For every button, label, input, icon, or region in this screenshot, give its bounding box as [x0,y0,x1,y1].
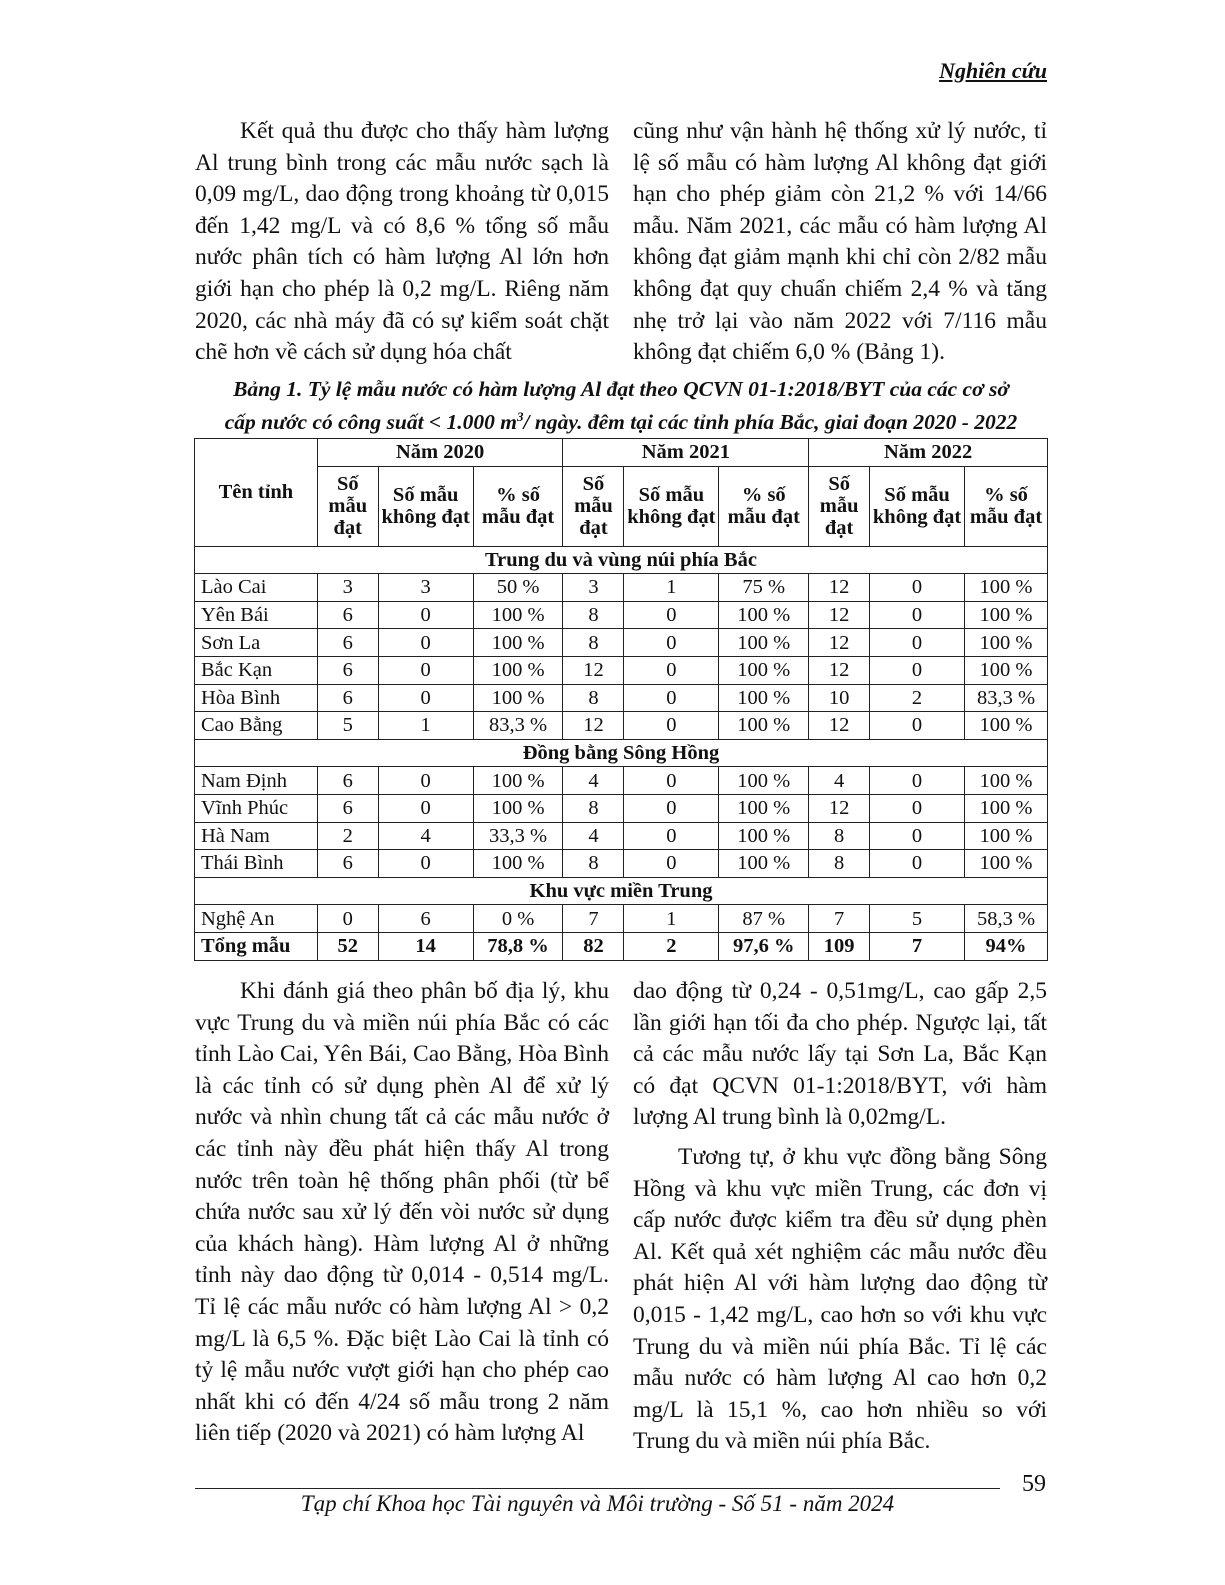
value-cell: 12 [809,601,870,629]
value-cell: 50 % [473,574,563,602]
value-cell: 100 % [473,656,563,684]
value-cell: 87 % [719,905,809,933]
header-pass: Số mẫu đạt [809,466,870,546]
table-row [195,767,1048,795]
value-cell: 0 % [473,905,563,933]
total-label: Tổng mẫu [195,932,318,960]
value-cell: 100 % [965,850,1048,878]
value-cell: 75 % [719,574,809,602]
province-cell: Yên Bái [195,601,318,629]
value-cell: 0 [378,684,473,712]
header-pct: % số mẫu đạt [473,466,563,546]
region-label: Khu vực miền Trung [195,877,1048,905]
section-header: Nghiên cứu [939,58,1047,83]
province-cell: Sơn La [195,629,318,657]
value-cell: 100 % [719,684,809,712]
value-cell: 100 % [719,629,809,657]
value-cell: 10 [809,684,870,712]
value-cell: 6 [317,656,378,684]
value-cell: 6 [378,905,473,933]
value-cell: 8 [563,684,624,712]
footer-divider [195,1488,1000,1489]
value-cell: 1 [624,905,719,933]
total-value: 2 [624,932,719,960]
header-pct: % số mẫu đạt [965,466,1048,546]
province-cell: Cao Bằng [195,712,318,740]
table-caption [195,376,1047,436]
total-value: 97,6 % [719,932,809,960]
value-cell: 6 [317,767,378,795]
value-cell: 0 [624,850,719,878]
value-cell: 8 [563,629,624,657]
value-cell: 0 [624,767,719,795]
province-cell: Hòa Bình [195,684,318,712]
province-cell: Thái Bình [195,850,318,878]
province-cell: Bắc Kạn [195,656,318,684]
caption-line-2: cấp nước có công suất < 1.000 $m^3/$ ngày. đêm tại các tỉnh phía Bắc, giai đoạn 2020 - 2022 [224,409,1018,435]
paragraph-text: Khi đánh giá theo phân bố địa lý, khu vực Trung du và miền núi phía Bắc có các tỉnh Lào Cai, Yên Bái, Cao Bằng, Hòa Bình là các tỉnh có sử dụng phèn Al để xử lý nước và nhìn chung tất cả các mẫu nước ở các tỉnh này đều phát hiện thấy Al trong nước trên toàn hệ thống phân phối (từ bể chứa nước sau xử lý đến vòi nước sử dụng của khách hàng). Hàm lượng Al ở những tỉnh này dao động từ 0,014 - 0,514 mg/L. Tỉ lệ các mẫu nước có hàm lượng Al > 0,2 mg/L là 6,5 %. Đặc biệt Lào Cai là tỉnh có tỷ lệ mẫu nước vượt giới hạn cho phép cao nhất khi có đến 4/24 số mẫu trong 2 năm liên tiếp (2020 và 2021) có hàm lượng Al [195,978,609,1447]
total-value: 52 [317,932,378,960]
value-cell: 0 [624,712,719,740]
value-cell: 6 [317,850,378,878]
total-row [195,932,1048,960]
value-cell: 3 [317,574,378,602]
value-cell: 100 % [473,767,563,795]
value-cell: 1 [624,574,719,602]
total-value: 109 [809,932,870,960]
value-cell: 0 [870,850,965,878]
value-cell: 100 % [719,656,809,684]
value-cell: 4 [378,822,473,850]
value-cell: 100 % [473,850,563,878]
journal-footer: Tạp chí Khoa học Tài nguyên và Môi trường - Số 51 - năm 2024 [300,1491,895,1516]
value-cell: 6 [317,629,378,657]
value-cell: 100 % [473,629,563,657]
value-cell: 100 % [719,822,809,850]
value-cell: 0 [378,629,473,657]
paragraph-text: dao động từ 0,24 - 0,51mg/L, cao gấp 2,5 lần giới hạn tối đa cho phép. Ngược lại, tất cả các mẫu nước lấy tại Sơn La, Bắc Kạn có đạt QCVN 01-1:2018/BYT, với hàm lượng Al trung bình là 0,02mg/L. [633,978,1047,1131]
paragraph-text: cũng như vận hành hệ thống xử lý nước, tỉ lệ số mẫu có hàm lượng Al không đạt giới hạn cho phép giảm còn 21,2 % với 14/66 mẫu. Năm 2021, các mẫu có hàm lượng Al không đạt giảm mạnh khi chỉ còn 2/82 mẫu không đạt quy chuẩn chiếm 2,4 % và tăng nhẹ trở lại vào năm 2022 với 7/116 mẫu không đạt chiếm 6,0 % (Bảng 1). [633,118,1047,366]
value-cell: 83,3 % [473,712,563,740]
header-year-2022: Năm 2022 [809,439,1048,467]
value-cell: 6 [317,794,378,822]
value-cell: 0 [870,656,965,684]
value-cell: 4 [563,767,624,795]
value-cell: 3 [563,574,624,602]
header-province: Tên tỉnh [195,439,318,547]
value-cell: 100 % [965,601,1048,629]
value-cell: 8 [563,601,624,629]
value-cell: 6 [317,684,378,712]
header-pct: % số mẫu đạt [719,466,809,546]
value-cell: 100 % [719,850,809,878]
value-cell: 0 [870,712,965,740]
value-cell: 0 [378,601,473,629]
province-cell: Lào Cai [195,574,318,602]
value-cell: 3 [378,574,473,602]
table-row [195,574,1048,602]
value-cell: 100 % [965,574,1048,602]
total-value: 14 [378,932,473,960]
paragraph-bottom-left [195,976,609,1450]
province-cell: Hà Nam [195,822,318,850]
table-row [195,905,1048,933]
value-cell: 8 [563,850,624,878]
value-cell: 4 [809,767,870,795]
header-pass: Số mẫu đạt [563,466,624,546]
value-cell: 58,3 % [965,905,1048,933]
value-cell: 0 [378,850,473,878]
total-value: 7 [870,932,965,960]
value-cell: 1 [378,712,473,740]
value-cell: 100 % [965,712,1048,740]
value-cell: 100 % [473,684,563,712]
table-row [195,822,1048,850]
province-cell: Nghệ An [195,905,318,933]
value-cell: 7 [809,905,870,933]
table-row [195,601,1048,629]
value-cell: 2 [317,822,378,850]
value-cell: 100 % [965,656,1048,684]
value-cell: 100 % [719,712,809,740]
value-cell: 0 [624,629,719,657]
value-cell: 100 % [719,767,809,795]
page-number: 59 [1022,1471,1046,1497]
value-cell: 0 [870,601,965,629]
value-cell: 100 % [473,794,563,822]
header-fail: Số mẫu không đạt [870,466,965,546]
paragraph-text: Kết quả thu được cho thấy hàm lượng Al trung bình trong các mẫu nước sạch là 0,09 mg/L, dao động trong khoảng từ 0,015 đến 1,42 mg/L và có 8,6 % tổng số mẫu nước phân tích có hàm lượng Al lớn hơn giới hạn cho phép là 0,2 mg/L. Riêng năm 2020, các nhà máy đã có sự kiểm soát chặt chẽ hơn về cách sử dụng hóa chất [195,118,609,366]
value-cell: 8 [563,794,624,822]
value-cell: 100 % [965,767,1048,795]
table-row [195,850,1048,878]
value-cell: 8 [809,850,870,878]
value-cell: 12 [563,712,624,740]
value-cell: 0 [378,767,473,795]
table-row [195,794,1048,822]
value-cell: 5 [317,712,378,740]
value-cell: 6 [317,601,378,629]
value-cell: 100 % [719,794,809,822]
value-cell: 33,3 % [473,822,563,850]
value-cell: 8 [809,822,870,850]
value-cell: 12 [809,712,870,740]
value-cell: 100 % [965,822,1048,850]
value-cell: 0 [378,794,473,822]
region-row [195,546,1048,574]
value-cell: 12 [809,656,870,684]
total-value: 82 [563,932,624,960]
value-cell: 100 % [965,629,1048,657]
paragraph-top-left [195,116,609,369]
table-row [195,684,1048,712]
value-cell: 83,3 % [965,684,1048,712]
value-cell: 12 [809,629,870,657]
region-row [195,739,1048,767]
value-cell: 0 [624,601,719,629]
header-fail: Số mẫu không đạt [624,466,719,546]
value-cell: 0 [870,767,965,795]
value-cell: 0 [378,656,473,684]
province-cell: Vĩnh Phúc [195,794,318,822]
total-value: 78,8 % [473,932,563,960]
header-fail: Số mẫu không đạt [378,466,473,546]
value-cell: 100 % [965,794,1048,822]
region-row [195,877,1048,905]
value-cell: 0 [870,794,965,822]
data-table [194,438,1048,961]
value-cell: 5 [870,905,965,933]
header-year-2021: Năm 2021 [563,439,809,467]
header-year-2020: Năm 2020 [317,439,563,467]
region-label: Trung du và vùng núi phía Bắc [195,546,1048,574]
superscript: 3 [517,409,524,424]
value-cell: 12 [809,794,870,822]
paragraph-text: Tương tự, ở khu vực đồng bằng Sông Hồng và khu vực miền Trung, các đơn vị cấp nước được kiểm tra đều sử dụng phèn Al. Kết quả xét nghiệm các mẫu nước đều phát hiện Al với hàm lượng dao động từ 0,015 - 1,42 mg/L, cao hơn so với khu vực Trung du và miền núi phía Bắc. Tỉ lệ các mẫu nước có hàm lượng Al cao hơn 0,2 mg/L là 15,1 %, cao hơn nhiều so với Trung du và miền núi phía Bắc. [633,1143,1047,1455]
paragraph-bottom-right [633,976,1047,1458]
value-cell: 0 [870,574,965,602]
total-value: 94% [965,932,1048,960]
value-cell: 0 [317,905,378,933]
value-cell: 0 [624,684,719,712]
header-pass: Số mẫu đạt [317,466,378,546]
value-cell: 12 [809,574,870,602]
value-cell: 4 [563,822,624,850]
value-cell: 0 [870,822,965,850]
value-cell: 100 % [719,601,809,629]
table-row [195,712,1048,740]
caption-line-1: Bảng 1. Tỷ lệ mẫu nước có hàm lượng Al đạt theo QCVN 01-1:2018/BYT của các cơ sở [233,377,1009,401]
value-cell: 0 [624,822,719,850]
value-cell: 0 [870,629,965,657]
value-cell: 0 [624,656,719,684]
value-cell: 100 % [473,601,563,629]
table-row [195,656,1048,684]
region-label: Đồng bằng Sông Hồng [195,739,1048,767]
value-cell: 0 [624,794,719,822]
value-cell: 7 [563,905,624,933]
value-cell: 2 [870,684,965,712]
paragraph-top-right [633,116,1047,369]
province-cell: Nam Định [195,767,318,795]
table-row [195,629,1048,657]
value-cell: 12 [563,656,624,684]
